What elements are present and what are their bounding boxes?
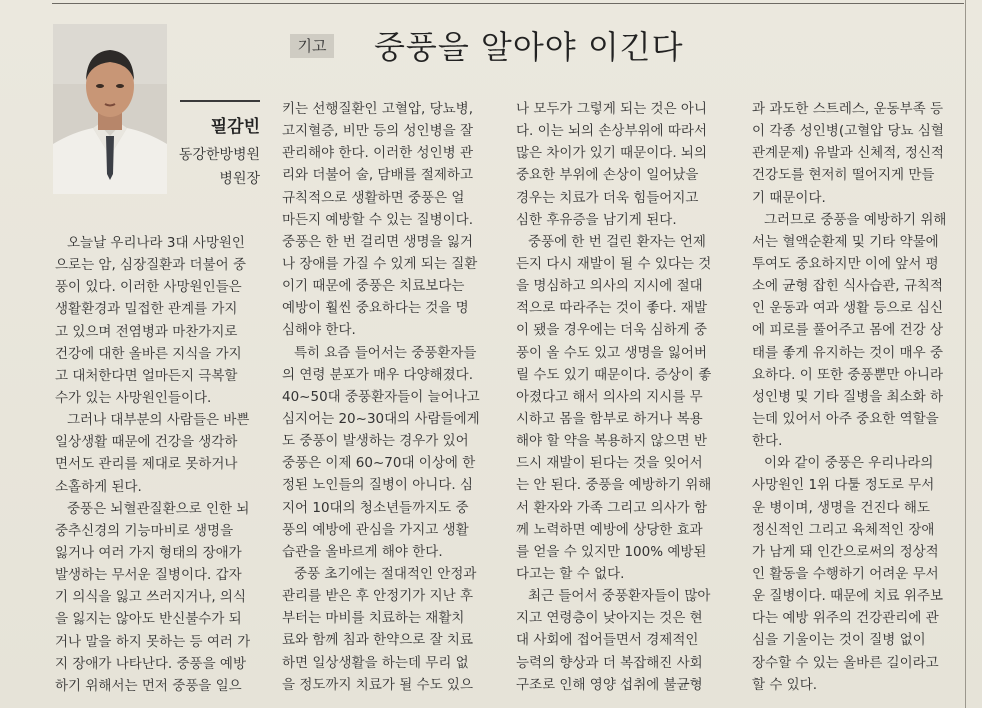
text-line: 이기 때문에 중풍은 치료보다는 xyxy=(282,278,465,295)
text-line: 면서도 관리를 제대로 못하거나 xyxy=(55,456,238,473)
text-line: 발생하는 무서운 질병이다. 갑자 xyxy=(55,567,242,584)
text-line: 이 됐을 경우에는 더욱 심하게 중 xyxy=(516,322,707,339)
text-line: 관리를 받은 후 안정기가 지난 후 xyxy=(282,588,473,605)
text-line: 인 운동과 여과 생활 등으로 심신 xyxy=(752,300,943,317)
text-line: 을 명심하고 의사의 지시에 절대 xyxy=(516,278,703,295)
text-line: 해야 할 약을 복용하지 않으면 반 xyxy=(516,433,707,450)
text-line: 성인병 및 기타 질병을 최소화 하 xyxy=(752,388,943,405)
text-line: 사망원인 1위 다툴 정도로 무서 xyxy=(752,477,935,494)
text-line: 가 남게 돼 인간으로써의 정상적 xyxy=(752,543,939,560)
text-line: 운 병이며, 생명을 건진다 해도 xyxy=(752,499,930,516)
text-line: 습관을 올바르게 해야 한다. xyxy=(282,543,443,560)
text-line: 할 수 있다. xyxy=(752,676,818,693)
section-tag: 기고 xyxy=(290,34,334,58)
text-line: 중요한 부위에 손상이 일어났을 xyxy=(516,167,699,184)
text-line: 중풍은 이제 60~70대 이상에 한 xyxy=(282,455,476,472)
article-column-4 xyxy=(752,98,946,696)
text-line: 이 각종 성인병(고혈압 당뇨 심혈 xyxy=(752,123,944,140)
text-line: 관계문제) 유발과 신체적, 정신적 xyxy=(752,145,944,162)
text-line: 풍의 예방에 관심을 가지고 생활 xyxy=(282,521,469,538)
text-line: 일상생활 때문에 건강을 생각하 xyxy=(55,434,238,451)
text-line: 시하고 몸을 함부로 하거나 복용 xyxy=(516,410,703,427)
article-column-2 xyxy=(282,98,480,696)
text-line: 요하다. 이 또한 중풍뿐만 아니라 xyxy=(752,366,943,383)
text-line: 하면 일상생활을 하는데 무리 없 xyxy=(282,654,469,671)
text-line: 대 사회에 접어들면서 경제적인 xyxy=(516,632,699,649)
text-line: 지고 연령층이 낮아지는 것은 현 xyxy=(516,610,703,627)
text-line: 의 연령 분포가 매우 다양해졌다. xyxy=(282,366,473,383)
text-line: 관리해야 한다. 이러한 성인병 관 xyxy=(282,145,473,162)
text-line: 나 모두가 그렇게 되는 것은 아니 xyxy=(516,101,707,117)
text-line: 기 의식을 잃고 쓰러지거나, 의식 xyxy=(55,589,246,606)
text-line: 소홀하게 된다. xyxy=(55,478,142,495)
text-line: 운 질병이다. 때문에 치료 위주보 xyxy=(752,588,943,605)
byline-rule xyxy=(180,100,260,102)
text-line: 적으로 따라주는 것이 좋다. 재발 xyxy=(516,300,707,317)
text-line: 심지어는 20~30대의 사람들에게 xyxy=(282,410,480,427)
text-line: 고지혈증, 비만 등의 성인병을 잘 xyxy=(282,123,473,140)
text-line: 서는 혈액순환제 및 기타 약물에 xyxy=(752,233,939,250)
text-line: 수가 있는 사망원인들이다. xyxy=(55,389,212,406)
text-line: 에 피로를 풀어주고 몸에 건강 상 xyxy=(752,322,943,339)
article-column-1 xyxy=(55,232,250,697)
text-line: 키는 선행질환인 고혈압, 당뇨병, xyxy=(282,101,473,117)
author-position: 병원장 xyxy=(219,171,260,187)
text-line: 특히 요즘 들어서는 중풍환자들 xyxy=(294,344,477,361)
text-line: 심을 기울이는 것이 질병 없이 xyxy=(752,632,926,649)
author-affiliation: 동강한방병원 xyxy=(178,147,260,163)
text-line: 그러므로 중풍을 예방하기 위해 xyxy=(764,211,947,228)
text-line: 리와 더불어 술, 담배를 절제하고 xyxy=(282,167,473,184)
text-line: 경우는 치료가 더욱 힘들어지고 xyxy=(516,189,699,206)
text-line: 한다. xyxy=(752,433,783,450)
text-line: 정된 노인들의 질병이 아니다. 심 xyxy=(282,477,473,494)
text-line: 최근 들어서 중풍환자들이 많아 xyxy=(528,588,711,605)
text-line: 그러나 대부분의 사람들은 바쁜 xyxy=(67,412,250,429)
text-line: 건강도를 현저히 떨어지게 만들 xyxy=(752,167,935,184)
author-name: 필감빈 xyxy=(210,117,260,137)
text-line: 께 노력하면 예방에 상당한 효과 xyxy=(516,521,703,538)
text-line: 소에 균형 잡힌 식사습관, 규칙적 xyxy=(752,278,943,295)
column-edge-rule xyxy=(965,0,966,708)
text-line: 심한 후유증을 남기게 된다. xyxy=(516,211,677,228)
text-line: 오늘날 우리나라 3대 사망원인 xyxy=(67,235,245,251)
text-line: 아졌다고 해서 의사의 지시를 무 xyxy=(516,388,703,405)
text-line: 정신적인 그리고 육체적인 장애 xyxy=(752,521,935,538)
text-line: 구조로 인해 영양 섭취에 불균형 xyxy=(516,676,703,693)
text-line: 풍이 있다. 이러한 사망원인들은 xyxy=(55,279,242,296)
text-line: 거나 말을 하지 못하는 등 여러 가 xyxy=(55,633,251,650)
top-rule xyxy=(52,3,964,4)
text-line: 고 대처한다면 얼마든지 극복할 xyxy=(55,367,238,384)
text-line: 심해야 한다. xyxy=(282,322,356,339)
text-line: 장수할 수 있는 올바른 길이라고 xyxy=(752,654,939,671)
text-line: 생활환경과 밀접한 관계를 가지 xyxy=(55,301,238,318)
text-line: 를 얻을 수 있지만 100% 예방된 xyxy=(516,543,707,560)
text-line: 인 활동을 수행하기 어려운 무서 xyxy=(752,565,939,582)
text-line: 중풍에 한 번 걸린 환자는 언제 xyxy=(528,233,706,250)
article-column-3 xyxy=(516,98,711,696)
text-line: 으로는 암, 심장질환과 더불어 중 xyxy=(55,257,246,274)
text-line: 잃거나 여러 가지 형태의 장애가 xyxy=(55,544,242,561)
text-line: 다고는 할 수 없다. xyxy=(516,565,625,582)
text-line: 드시 재발이 된다는 것을 잊어서 xyxy=(516,455,703,472)
text-line: 지 장애가 나타난다. 중풍을 예방 xyxy=(55,655,246,672)
text-line: 하기 위해서는 먼저 중풍을 일으 xyxy=(55,677,242,694)
text-line: 을 정도까지 치료가 될 수도 있으 xyxy=(282,676,473,693)
article-header xyxy=(290,18,950,68)
text-line: 풍이 올 수도 있고 생명을 잃어버 xyxy=(516,344,707,361)
text-line: 과 과도한 스트레스, 운동부족 등 xyxy=(752,101,943,117)
text-line: 중풍은 뇌혈관질환으로 인한 뇌 xyxy=(67,500,250,517)
text-line: 는데 있어서 아주 중요한 역할을 xyxy=(752,410,939,427)
text-line: 능력의 향상과 더 복잡해진 사회 xyxy=(516,654,703,671)
text-line: 마든지 예방할 수 있는 질병이다. xyxy=(282,211,473,228)
text-line: 이와 같이 중풍은 우리나라의 xyxy=(764,455,934,472)
text-line: 고 있으며 전염병과 마찬가지로 xyxy=(55,323,238,340)
text-line: 40~50대 중풍환자들이 늘어나고 xyxy=(282,388,480,405)
text-line: 료와 함께 침과 한약으로 잘 치료 xyxy=(282,632,473,649)
text-line: 릴 수도 있기 때문이다. 증상이 좋 xyxy=(516,366,712,383)
headline: 중풍을 알아야 이긴다 xyxy=(374,28,684,66)
text-line: 나 장애를 가질 수 있게 되는 질환 xyxy=(282,255,478,272)
text-line: 중추신경의 기능마비로 생명을 xyxy=(55,522,234,539)
text-line: 지어 10대의 청소년들까지도 중 xyxy=(282,499,469,516)
text-line: 다. 이는 뇌의 손상부위에 따라서 xyxy=(516,123,707,140)
text-line: 다는 예방 위주의 건강관리에 관 xyxy=(752,610,939,627)
text-line: 든지 다시 재발이 될 수 있다는 것 xyxy=(516,255,712,272)
text-line: 예방이 훨씬 중요하다는 것을 명 xyxy=(282,300,469,317)
text-line: 투여도 중요하지만 이에 앞서 평 xyxy=(752,255,939,272)
text-line: 을 잃지는 않아도 반신불수가 되 xyxy=(55,611,242,628)
text-line: 는 안 된다. 중풍을 예방하기 위해 xyxy=(516,477,712,494)
text-line: 규칙적으로 생활하면 중풍은 얼 xyxy=(282,189,465,206)
text-line: 도 중풍이 발생하는 경우가 있어 xyxy=(282,433,469,450)
text-line: 서 환자와 가족 그리고 의사가 함 xyxy=(516,499,707,516)
text-line: 부터는 마비를 치료하는 재활치 xyxy=(282,610,465,627)
author-photo xyxy=(53,24,167,194)
text-line: 건강에 대한 올바른 지식을 가지 xyxy=(55,345,242,362)
text-line: 많은 차이가 있기 때문이다. 뇌의 xyxy=(516,145,707,162)
text-line: 태를 좋게 유지하는 것이 매우 중 xyxy=(752,344,943,361)
text-line: 기 때문이다. xyxy=(752,189,826,206)
text-line: 중풍은 한 번 걸리면 생명을 잃거 xyxy=(282,233,473,250)
text-line: 중풍 초기에는 절대적인 안정과 xyxy=(294,565,477,582)
